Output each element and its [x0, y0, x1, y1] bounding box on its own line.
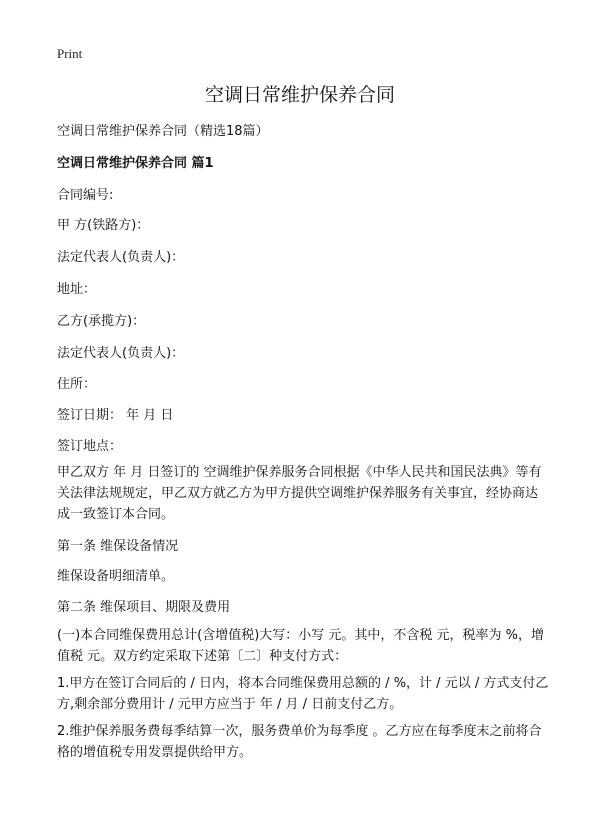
field-party-b: 乙方(承揽方)：: [57, 314, 146, 329]
field-contract-number: 合同编号:: [57, 188, 114, 203]
article-1-heading: 第一条 维保设备情况: [57, 539, 179, 554]
intro-paragraph: 甲乙双方 年 月 日签订的 空调维护保养服务合同根据《中华人民共和国民法典》等有关法律法规规定，甲乙双方就乙方为甲方提供空调维护保养服务有关事宜，经协商达成一致签订本合同。: [57, 465, 542, 522]
article-2-heading: 第二条 维保项目、期限及费用: [57, 600, 231, 615]
field-residence: 住所：: [57, 377, 97, 392]
document-title: 空调日常维护保养合同: [204, 84, 395, 106]
article-1-text: 维保设备明细清单。: [57, 569, 175, 584]
fee-paragraph: (一)本合同维保费用总计(含增值税)大写：小写 元。其中，不含税 元，税率为 %，增值税 元。双方约定采取下述第〔二〕种支付方式：: [57, 628, 545, 664]
section-heading: 空调日常维护保养合同 篇1: [57, 156, 214, 171]
print-label[interactable]: Print: [57, 46, 83, 61]
field-address: 地址：: [57, 282, 97, 297]
field-party-a: 甲 方(铁路方)：: [57, 218, 150, 233]
payment-option-2: 2.维护保养服务费每季结算一次，服务费单价为每季度 。乙方应在每季度末之前将合格的增值税专用发票提供给甲方。: [57, 724, 542, 760]
document-subtitle: 空调日常维护保养合同（精选18篇）: [57, 124, 269, 139]
payment-option-1: 1.甲方在签订合同后的 / 日内，将本合同维保费用总额的 / %，计 / 元以 / 方式支付乙方,剩余部分费用计 / 元甲方应当于 年 / 月 / 日前支付乙方。: [57, 676, 549, 712]
field-signing-date: 签订日期： 年 月 日: [57, 408, 174, 423]
field-party-a-representative: 法定代表人(负责人)：: [57, 250, 185, 265]
field-signing-place: 签订地点：: [57, 439, 123, 454]
field-party-b-representative: 法定代表人(负责人)：: [57, 346, 185, 361]
